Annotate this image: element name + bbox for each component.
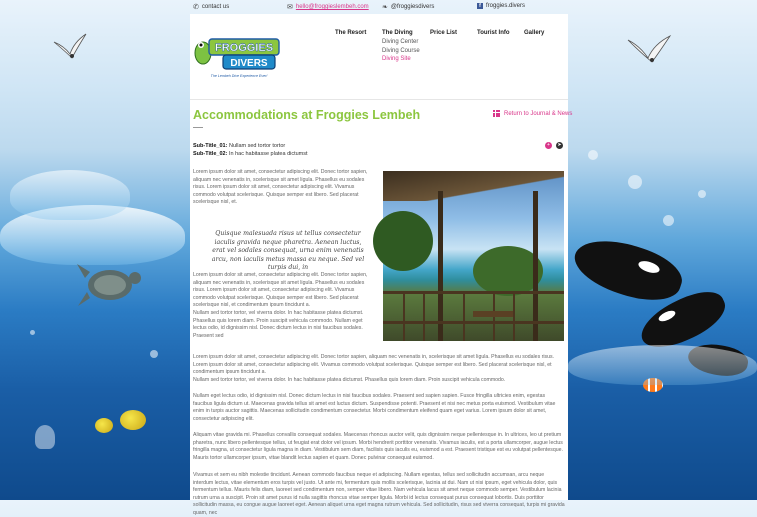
water-droplet-decoration [663, 215, 674, 226]
email-label: hello@froggieslembeh.com [295, 4, 369, 10]
title-divider [193, 127, 203, 128]
yellow-fish-icon [120, 410, 146, 430]
splash-wave-left-2 [10, 170, 130, 220]
share-plus-icon[interactable]: + [545, 142, 552, 149]
body-paragraph-8: Vivamus et sem eu nibh molestie tincidunt. Aenean commodo faucibus neque et adipiscing. Nullam egestas, tellus sed sollicitudin accumsan, arcu neque interdum lectus, vitae elementum eros turpis vel justo. Ut ante mi, fermentum quis mollis scelerisque, lacinia at dui. Nam ut nisi ipsum, eget vehicula dolor, quis fermentum tellus. Mauris felis diam, laoreet sed condimentum non, semper vitae libero. Nam vehicula lacus sit amet neque commodo semper. Vestibulum lacinia rutrum urna a suscipit. Proin sit amet purus id nulla sagittis rhoncus vitae semper ligula. Morbi id lectus consequat purus consequat lobortis. Duis porttitor sollicitudin massa, eu congue augue laoreet eget. Aenean aliquet urna eget magna rutrum vehicula. Sed sollicitudin, risus sed viverra consequat, turpis mi gravida quam, nec [193, 472, 565, 516]
return-label: Return to Journal & News [504, 110, 573, 117]
body-paragraph-2: Lorem ipsum dolor sit amet, consectetur adipiscing elit. Donec tortor sapien, aliquam nec venenatis in, scelerisque sit amet ligula. Phasellus eu sodales risus. Lorem ipsum dolor sit amet, consectetur adipiscing elit. Vivamus commodo volutpat scelerisque. Quisque semper est libero. Sed placerat scelerisque nisl, et condimentum ipsum tincidunt a. [193, 272, 368, 308]
nav-item-the-diving[interactable]: The Diving [382, 30, 413, 36]
body-paragraph-1: Lorem ipsum dolor sit amet, consectetur adipiscing elit. Donec tortor sapien, aliquam nec venenatis in, scelerisque sit amet ligula. Phasellus eu sodales risus. Lorem ipsum dolor sit amet, consectetur adipiscing elit. Vivamus commodo volutpat scelerisque. Quisque semper est libero. Sed placerat scelerisque nisl, et. [193, 169, 368, 205]
photo-table [473, 311, 513, 317]
photo-railing [383, 291, 564, 294]
body-paragraph-5: Nullam sed tortor tortor, vel viverra dolor. In hac habitasse platea dictumst. Phasellus quis lorem diam. Proin suscipit vehicula commodo. [193, 377, 506, 383]
seagull-icon [626, 32, 672, 72]
logo-text-line2: DIVERS [230, 58, 268, 69]
submenu-item-diving-course[interactable]: Diving Course [382, 47, 420, 54]
body-paragraph-6: Nullam eget lectus odio, id dignissim nisl. Donec dictum lectus in nisi faucibus sodales. Praesent sed sapien sapien. Fusce fringilla ultricies enim, egestas faucibus ligula dictum ut. Maecenas gravida tellus sit amet est luctus dictum. Suspendisse potenti. Praesent et nisi nec metus porta euismod. Vestibulum vitae enim in turpis auctor sagittis. Maecenas sollicitudin condimentum consectetur. Morbi condimentum eleifend quam eget varius. Lorem ipsum dolor sit amet, consectetur adipiscing elit. [193, 393, 556, 422]
photo-post [533, 191, 538, 341]
pull-quote: Quisque malesuada risus ut tellus consectetur iaculis gravida neque pharetra. Aenean luctus, erat vel sodales consequat, urna enim venenatis arcu, non iaculis metus massa eu neque. Sed vel turpis dui, in [211, 230, 365, 271]
contact-label: contact us [201, 4, 230, 10]
bubble-decoration [150, 350, 158, 358]
facebook-label: froggies.divers [486, 3, 526, 9]
subtitle-2 [193, 150, 308, 158]
yellow-fish-icon-2 [95, 418, 113, 433]
submenu-item-diving-site[interactable]: Diving Site [382, 56, 411, 62]
photo-post [438, 191, 443, 341]
site-header [190, 14, 568, 100]
twitter-label: @froggiesdivers [390, 4, 435, 10]
subtitle-1 [193, 142, 308, 150]
share-buttons [545, 142, 563, 149]
bubble-decoration [30, 330, 35, 335]
water-droplet-decoration [698, 190, 706, 198]
froggies-divers-logo[interactable] [193, 33, 280, 83]
splash-wave-right [568, 345, 757, 385]
return-to-journal-link[interactable] [493, 110, 572, 117]
photo-baluster [513, 291, 515, 341]
share-arrow-icon[interactable]: ➤ [557, 142, 562, 148]
orca-icon [568, 229, 688, 311]
background-left-ocean [0, 0, 190, 500]
photo-baluster [423, 291, 425, 341]
sea-turtle-icon [75, 260, 145, 310]
subtitle-2-value: In hac habitasse platea dictumst [228, 151, 308, 157]
twitter-link[interactable] [382, 3, 434, 11]
nav-item-gallery[interactable]: Gallery [524, 30, 545, 36]
photo-railing [383, 321, 564, 324]
logo-text-line1: FROGGIES [214, 42, 274, 54]
seagull-icon [52, 32, 88, 68]
facebook-icon: f [477, 3, 483, 9]
phone-icon: ✆ [193, 4, 199, 11]
contact-link[interactable] [193, 3, 229, 11]
page-title: Accommodations at Froggies Lembeh [193, 108, 421, 122]
subtitle-1-value: Nullam sed tortor tortor [228, 143, 286, 149]
envelope-icon: ✉ [287, 4, 293, 11]
diving-submenu [382, 38, 420, 64]
background-right-ocean [568, 0, 757, 500]
subtitles-block [193, 142, 308, 158]
facebook-link[interactable] [477, 3, 525, 9]
accommodation-photo [383, 171, 564, 341]
subtitle-1-label: Sub-Title_01: [193, 143, 228, 149]
submenu-item-diving-center[interactable]: Diving Center [382, 39, 419, 45]
logo-tagline: The Lembeh Dive Experience Ever! [210, 74, 268, 78]
nav-item-price-list[interactable]: Price List [430, 30, 458, 36]
nav-item-the-resort[interactable]: The Resort [335, 30, 367, 36]
photo-baluster [463, 291, 465, 341]
main-panel [190, 14, 573, 516]
twitter-icon: ❧ [382, 4, 388, 11]
water-droplet-decoration [588, 150, 598, 160]
photo-palm [373, 211, 433, 271]
email-link[interactable] [287, 3, 369, 11]
body-paragraph-7: Aliquam vitae gravida mi. Phasellus convallis consequat sodales. Maecenas rhoncus auctor velit, quis dignissim neque pellentesque in. In ultrices, leo ut pretium pharetra, nunc libero pellentesque tellus, ut feugiat erat dolor vel ipsum. Morbi hendrerit porttitor venenatis. Vivamus iaculis, est a porta ullamcorper, augue lectus fringilla magna, ut consectetur ligula magna in diam. Vestibulum sem diam, facilisis quis iaculis eu, euismod a est. Praesent tristique est eu volutpat pellentesque. Mauris tortor ullamcorper ipsum, vitae blandit lectus sapien et quam. Donec pulvinar consequat euismod. [193, 432, 563, 461]
jellyfish-icon [35, 425, 55, 449]
body-paragraph-4: Lorem ipsum dolor sit amet, consectetur adipiscing elit. Donec tortor sapien, aliquam nec venenatis in, scelerisque sit amet ligula. Phasellus eu sodales risus. Lorem ipsum dolor sit amet, consectetur adipiscing elit. Vivamus commodo volutpat scelerisque. Quisque semper est libero. Sed placerat scelerisque nisl, et condimentum ipsum tincidunt a. [193, 354, 554, 375]
frog-logo-icon [193, 33, 280, 83]
grid-icon [493, 110, 500, 117]
water-droplet-decoration [628, 175, 642, 189]
body-paragraph-3: Nullam sed tortor tortor, vel viverra dolor. In hac habitasse platea dictumst. Phasellus quis lorem diam. Proin suscipit vehicula commodo. Nullam eget lectus odio, id dignissim nisl. Donec dictum lectus in nisi faucibus sodales. Praesent sed [193, 310, 364, 339]
nav-item-tourist-info[interactable]: Tourist Info [477, 30, 510, 36]
contact-bar [190, 0, 568, 14]
photo-baluster [403, 291, 405, 341]
subtitle-2-label: Sub-Title_02: [193, 151, 228, 157]
